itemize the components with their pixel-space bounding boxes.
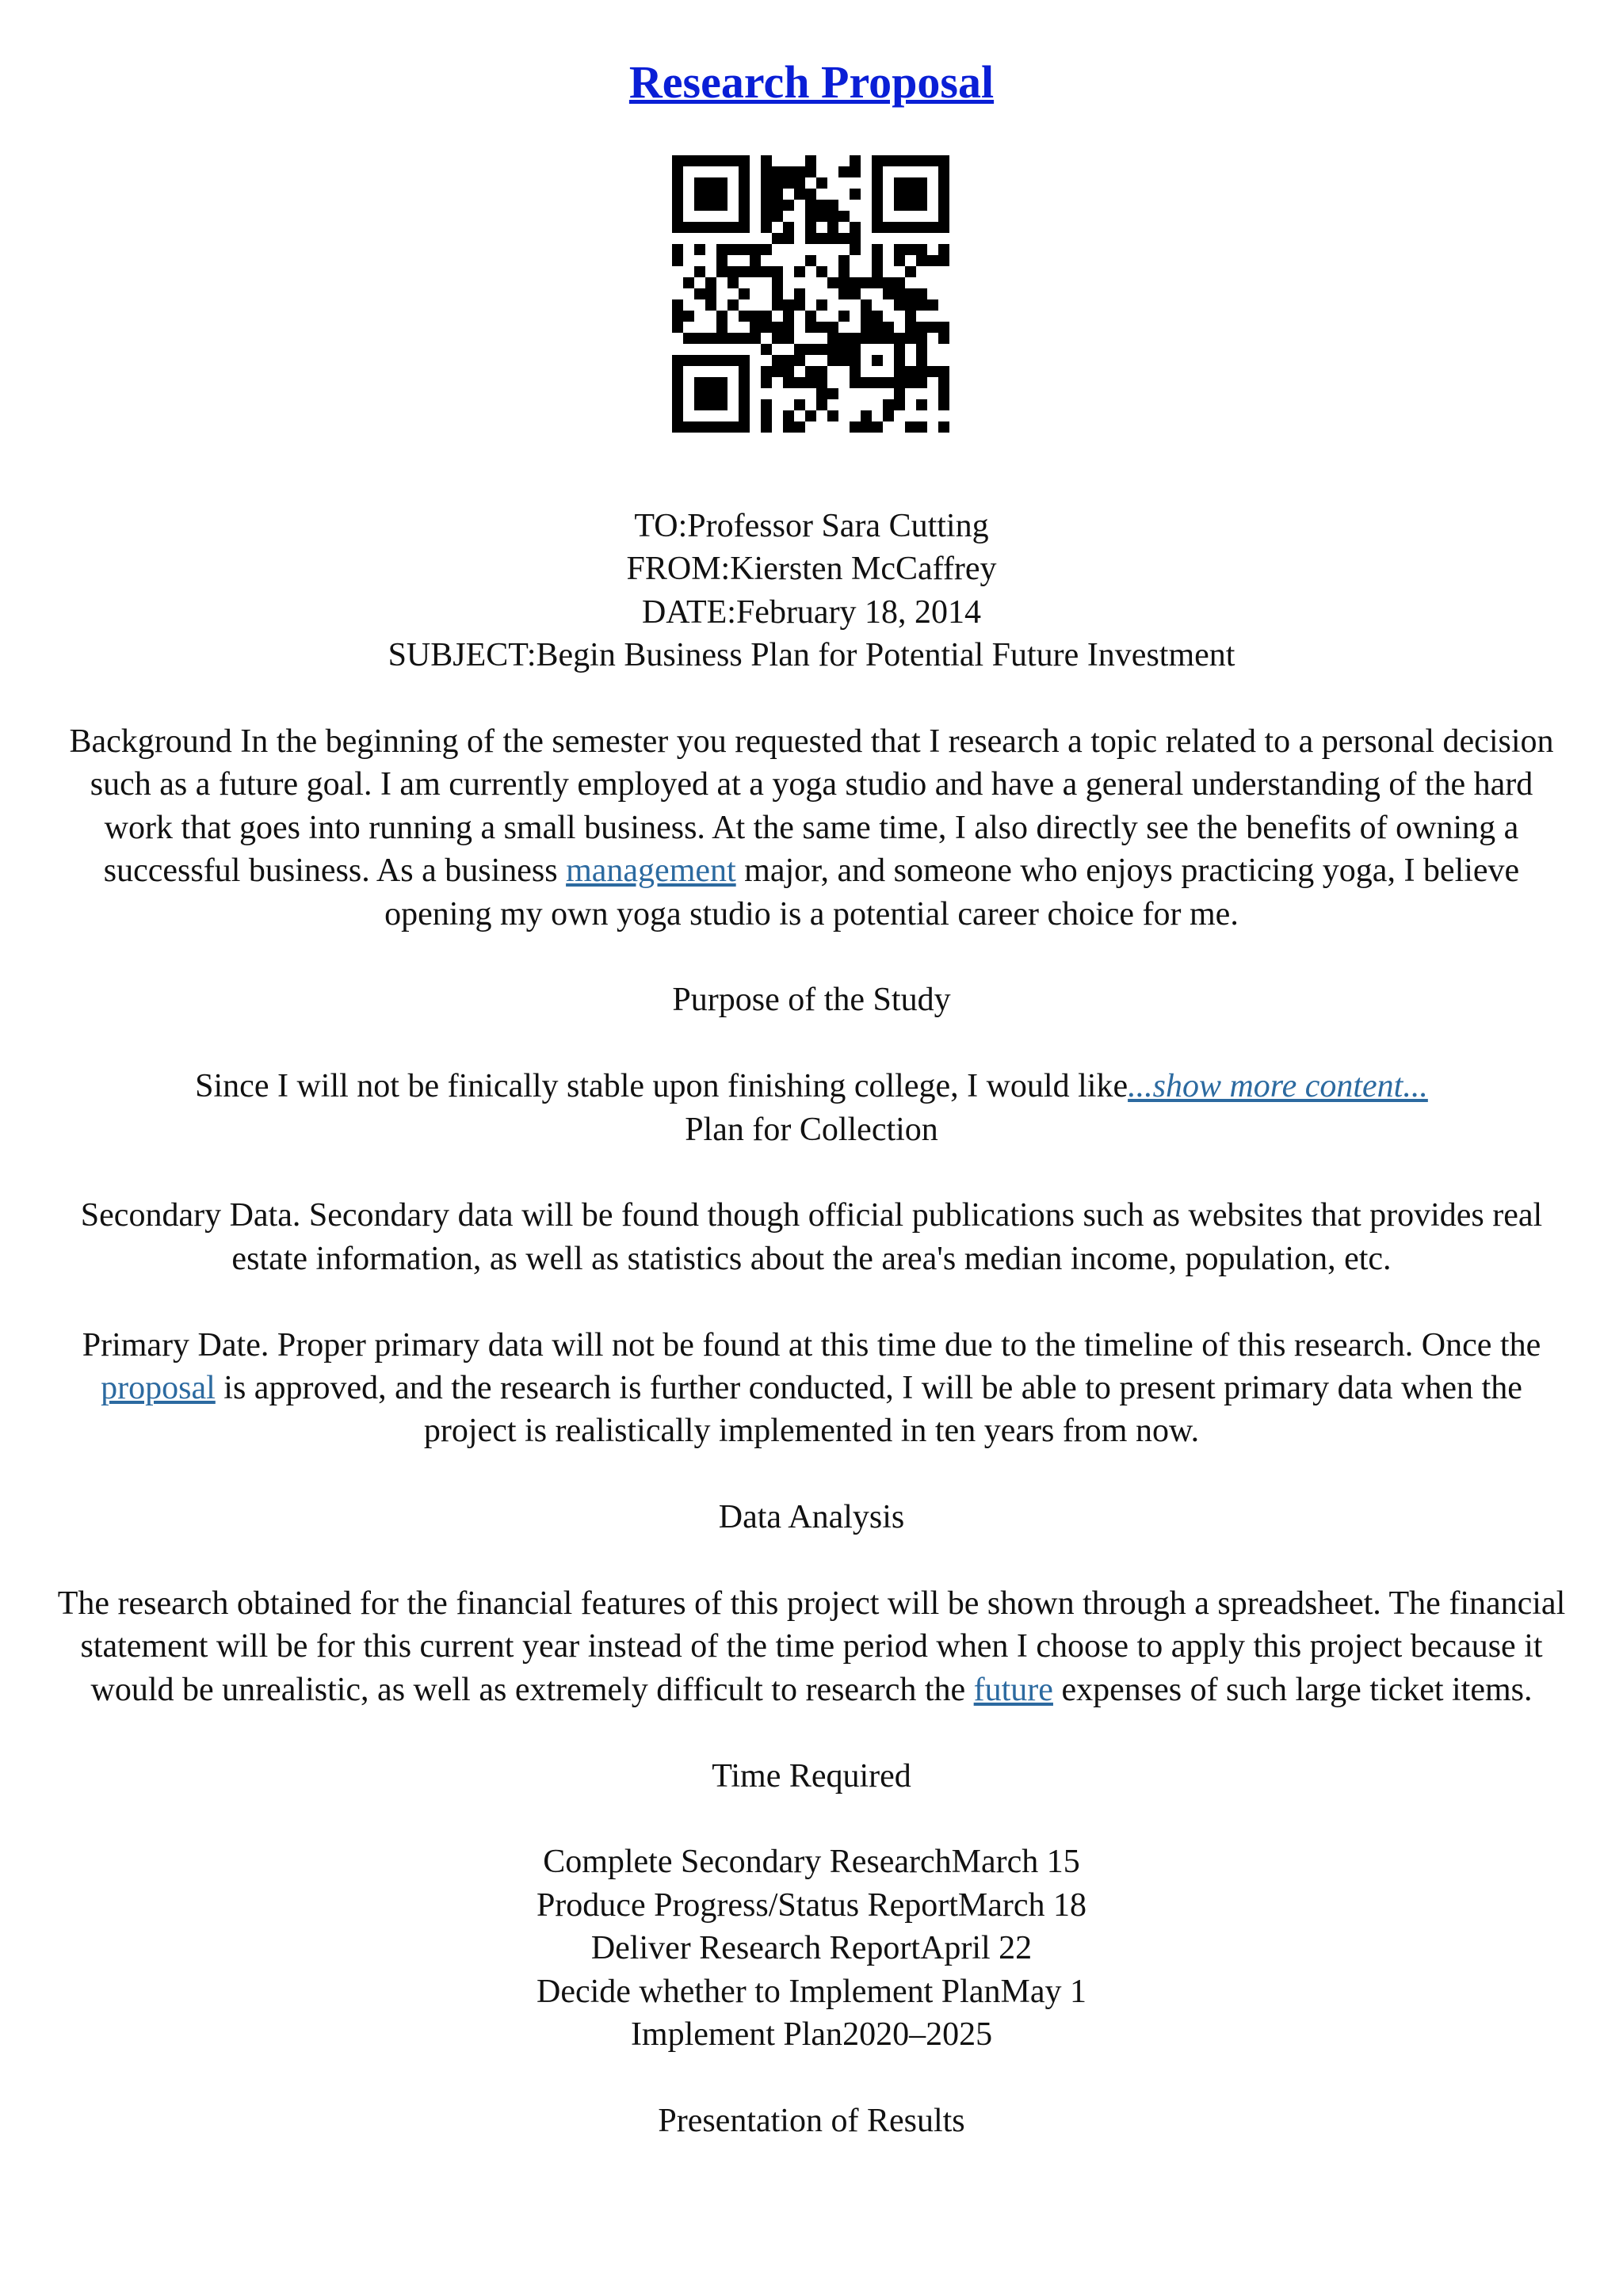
memo-date <box>55 591 1568 634</box>
memo-date-label: DATE: <box>641 593 736 631</box>
proposal-link[interactable]: proposal <box>101 1370 216 1407</box>
memo-date-value: February 18, 2014 <box>735 593 982 631</box>
schedule-task: Produce Progress/Status Report <box>536 1886 958 1924</box>
qr-code <box>672 155 949 433</box>
schedule-date: April 22 <box>920 1930 1033 1967</box>
schedule-task: Implement Plan <box>630 2016 843 2054</box>
schedule-item <box>55 1884 1568 1927</box>
background-paragraph <box>55 720 1568 936</box>
background-text-1: Background In the beginning of the semester you requested that I research a topic related to a personal decision such as a future goal. I am currently employed at a yoga studio and have a general understanding of the hard work that goes into running a small business. At the same time, I also directly see the benefits of owning a successful business. As a business <box>69 723 1554 890</box>
purpose-paragraph <box>55 1065 1568 1108</box>
schedule-list <box>55 1840 1568 2056</box>
memo-subject-label: SUBJECT: <box>388 637 537 674</box>
secondary-data-paragraph: Secondary Data. Secondary data will be found though official publications such as websites that provides real estate information, as well as statistics about the area's median income, population, etc. <box>80 1197 1543 1277</box>
schedule-item <box>55 2013 1568 2056</box>
schedule-item <box>55 1970 1568 2013</box>
show-more-link[interactable]: ...show more content... <box>1128 1068 1428 1105</box>
primary-text-1: Primary Date. Proper primary data will not be found at this time due to the timeline of this research. Once the <box>82 1326 1541 1363</box>
future-link[interactable]: future <box>973 1671 1053 1708</box>
schedule-date: March 15 <box>951 1844 1080 1881</box>
memo-subject <box>55 634 1568 677</box>
schedule-task: Complete Secondary Research <box>543 1844 952 1881</box>
analysis-text-2: expenses of such large ticket items. <box>1052 1671 1533 1708</box>
title-link[interactable]: Research Proposal <box>628 56 995 108</box>
memo-subject-value: Begin Business Plan for Potential Future Investment <box>536 637 1235 674</box>
memo-from <box>55 547 1568 590</box>
analysis-text-1: The research obtained for the financial features of this project will be shown through a spreadsheet. The financial statement will be for this current year instead of the time period when I choose to apply this project because it would be unrealistic, as well as extremely difficult to research the <box>57 1585 1566 1708</box>
schedule-date: March 18 <box>957 1886 1087 1924</box>
analysis-heading: Data Analysis <box>718 1499 905 1536</box>
schedule-date: May 1 <box>1000 1973 1086 2010</box>
memo-from-label: FROM: <box>626 551 731 588</box>
schedule-task: Decide whether to Implement Plan <box>537 1973 1001 2010</box>
title <box>0 54 1623 111</box>
memo-from-value: Kiersten McCaffrey <box>730 551 997 588</box>
purpose-text: Since I will not be finically stable upon finishing college, I would like <box>195 1068 1128 1105</box>
memo-block <box>55 505 1568 677</box>
schedule-date: 2020–2025 <box>842 2016 993 2054</box>
results-heading: Presentation of Results <box>658 2102 965 2139</box>
document-body <box>55 505 1568 2186</box>
memo-to <box>55 505 1568 547</box>
analysis-paragraph <box>55 1582 1568 1711</box>
schedule-task: Deliver Research Report <box>590 1930 920 1967</box>
time-heading: Time Required <box>712 1757 911 1794</box>
primary-data-paragraph <box>55 1324 1568 1453</box>
schedule-item <box>55 1840 1568 1883</box>
memo-to-label: TO: <box>634 508 688 544</box>
memo-to-value: Professor Sara Cutting <box>687 508 989 544</box>
collection-heading: Plan for Collection <box>685 1111 938 1148</box>
purpose-heading: Purpose of the Study <box>672 982 951 1019</box>
background-text-2: major, and someone who enjoys practicing yoga, I believe opening my own yoga studio is a potential career choice for me. <box>384 852 1520 933</box>
primary-text-2: is approved, and the research is further conducted, I will be able to present primary data when the project is realistically implemented in ten years from now. <box>215 1370 1522 1450</box>
schedule-item <box>55 1927 1568 1970</box>
management-link[interactable]: management <box>566 852 736 890</box>
